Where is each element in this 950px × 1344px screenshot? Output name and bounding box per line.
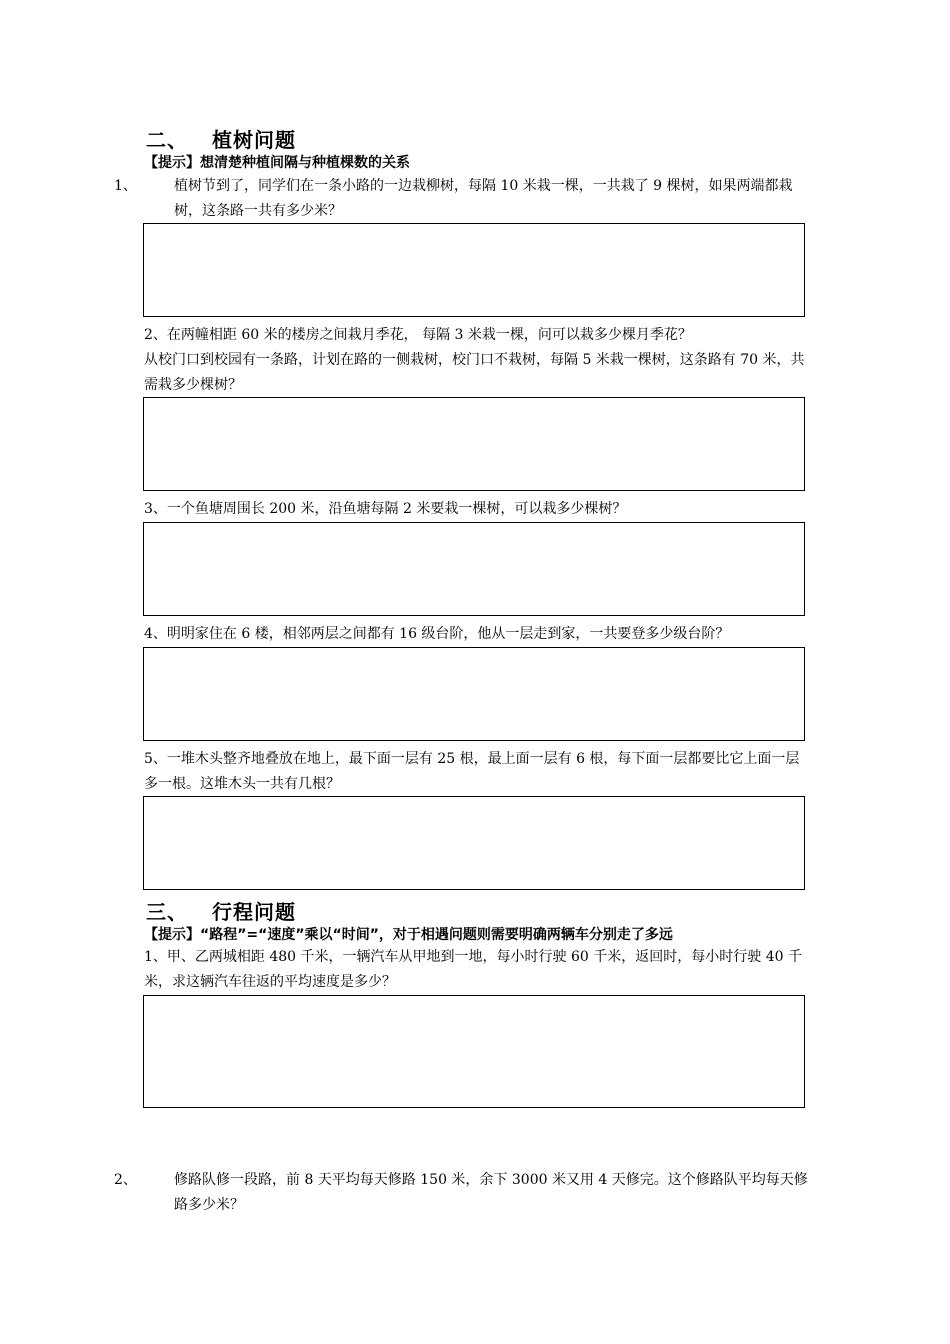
section-heading-travel (146, 896, 296, 925)
answer-box[interactable] (143, 522, 805, 616)
section-title: 植树问题 (212, 128, 296, 152)
question-text: 4、明明家住在 6 楼，相邻两层之间都有 16 级台阶，他从一层走到家，一共要登多少级台阶？ (144, 626, 730, 642)
question-text: 从校门口到校园有一条路，计划在路的一侧栽树，校门口不栽树，每隔 5 米栽一棵树，这条路有 70 米，共需栽多少棵树？ (144, 352, 805, 393)
answer-box[interactable] (143, 995, 805, 1108)
answer-box[interactable] (143, 796, 805, 890)
question-text: 2、在两幢相距 60 米的楼房之间栽月季花， 每隔 3 米栽一棵，问可以栽多少棵月季花？ (144, 327, 692, 343)
question-index: 2、 (114, 1172, 137, 1188)
question-text: 3、一个鱼塘周围长 200 米，沿鱼塘每隔 2 米要栽一棵树，可以栽多少棵树？ (144, 501, 627, 517)
answer-box[interactable] (143, 397, 805, 491)
section-number: 三、 (146, 900, 188, 924)
question-index: 1、 (114, 178, 137, 194)
section-tip: 【提示】“路程”=“速度”乘以“时间”，对于相遇问题则需要明确两辆车分别走了多远 (144, 927, 673, 943)
question-body: 植树节到了，同学们在一条小路的一边栽柳树，每隔 10 米栽一棵，一共栽了 9 棵树，如果两端都栽树，这条路一共有多少米？ (174, 178, 793, 219)
question-text: 1、甲、乙两城相距 480 千米，一辆汽车从甲地到一地，每小时行驶 60 千米，返回时，每小时行驶 40 千米，求这辆汽车往返的平均速度是多少？ (144, 949, 802, 990)
section-tip: 【提示】想清楚种植间隔与种植棵数的关系 (144, 155, 410, 171)
question-text (114, 1168, 808, 1218)
section-title: 行程问题 (212, 900, 296, 924)
question-text: 5、一堆木头整齐地叠放在地上，最下面一层有 25 根，最上面一层有 6 根，每下面一层都要比它上面一层多一根。这堆木头一共有几根？ (144, 751, 800, 792)
answer-box[interactable] (143, 647, 805, 741)
answer-box[interactable] (143, 223, 805, 317)
question-body: 修路队修一段路，前 8 天平均每天修路 150 米，余下 3000 米又用 4 天修完。这个修路队平均每天修路多少米？ (174, 1172, 808, 1213)
question-text (114, 174, 808, 224)
section-heading-tree-planting (146, 124, 296, 153)
section-number: 二、 (146, 128, 188, 152)
